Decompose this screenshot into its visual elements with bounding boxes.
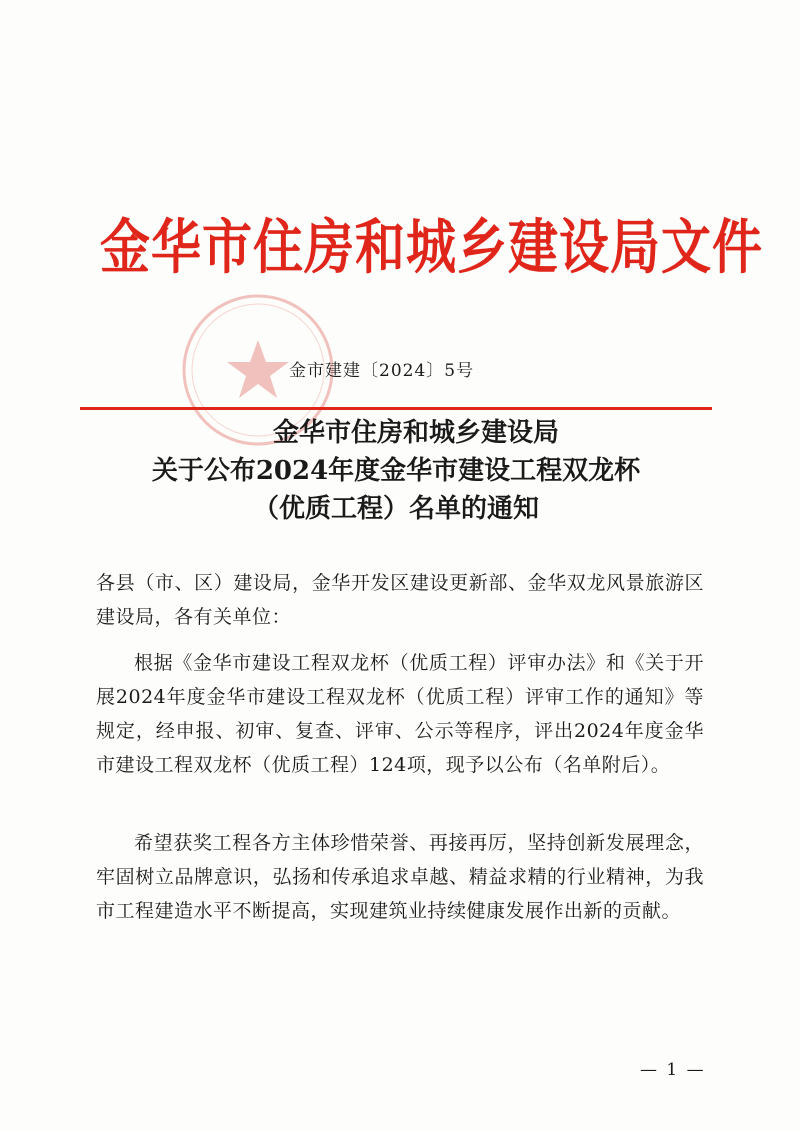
body-paragraph-2: 希望获奖工程各方主体珍惜荣誉、再接再厉，坚持创新发展理念，牢固树立品牌意识，弘扬和传承追求卓越、精益求精的行业精神，为我市工程建造水平不断提高，实现建筑业持续健康发展作出新的贡献。 (96, 832, 704, 922)
page-number: — 1 — (640, 1060, 706, 1080)
title-line-3: （优质工程）名单的通知 (252, 494, 539, 524)
seal-star (227, 340, 289, 398)
title-line-1: 金华市住房和城乡建设局 (272, 418, 559, 448)
red-header-title: 金华市住房和城乡建设局文件 (100, 212, 763, 282)
title-line-2: 关于公布2024年度金华市建设工程双龙杯 (151, 456, 641, 486)
body-paragraph-1: 根据《金华市建设工程双龙杯（优质工程）评审办法》和《关于开展2024年度金华市建设工程双龙杯（优质工程）评审工作的通知》等规定，经申报、初审、复查、评审、公示等程序，评出2024年度金华市建设工程双龙杯（优质工程）124项，现予以公布（名单附后）。 (96, 652, 704, 776)
document-number: 金市建建〔2024〕5号 (289, 361, 475, 381)
notice-title (80, 414, 712, 528)
salutation: 各县（市、区）建设局，金华开发区建设更新部、金华双龙风景旅游区建设局，各有关单位： (96, 572, 704, 628)
red-divider-line (80, 407, 712, 410)
